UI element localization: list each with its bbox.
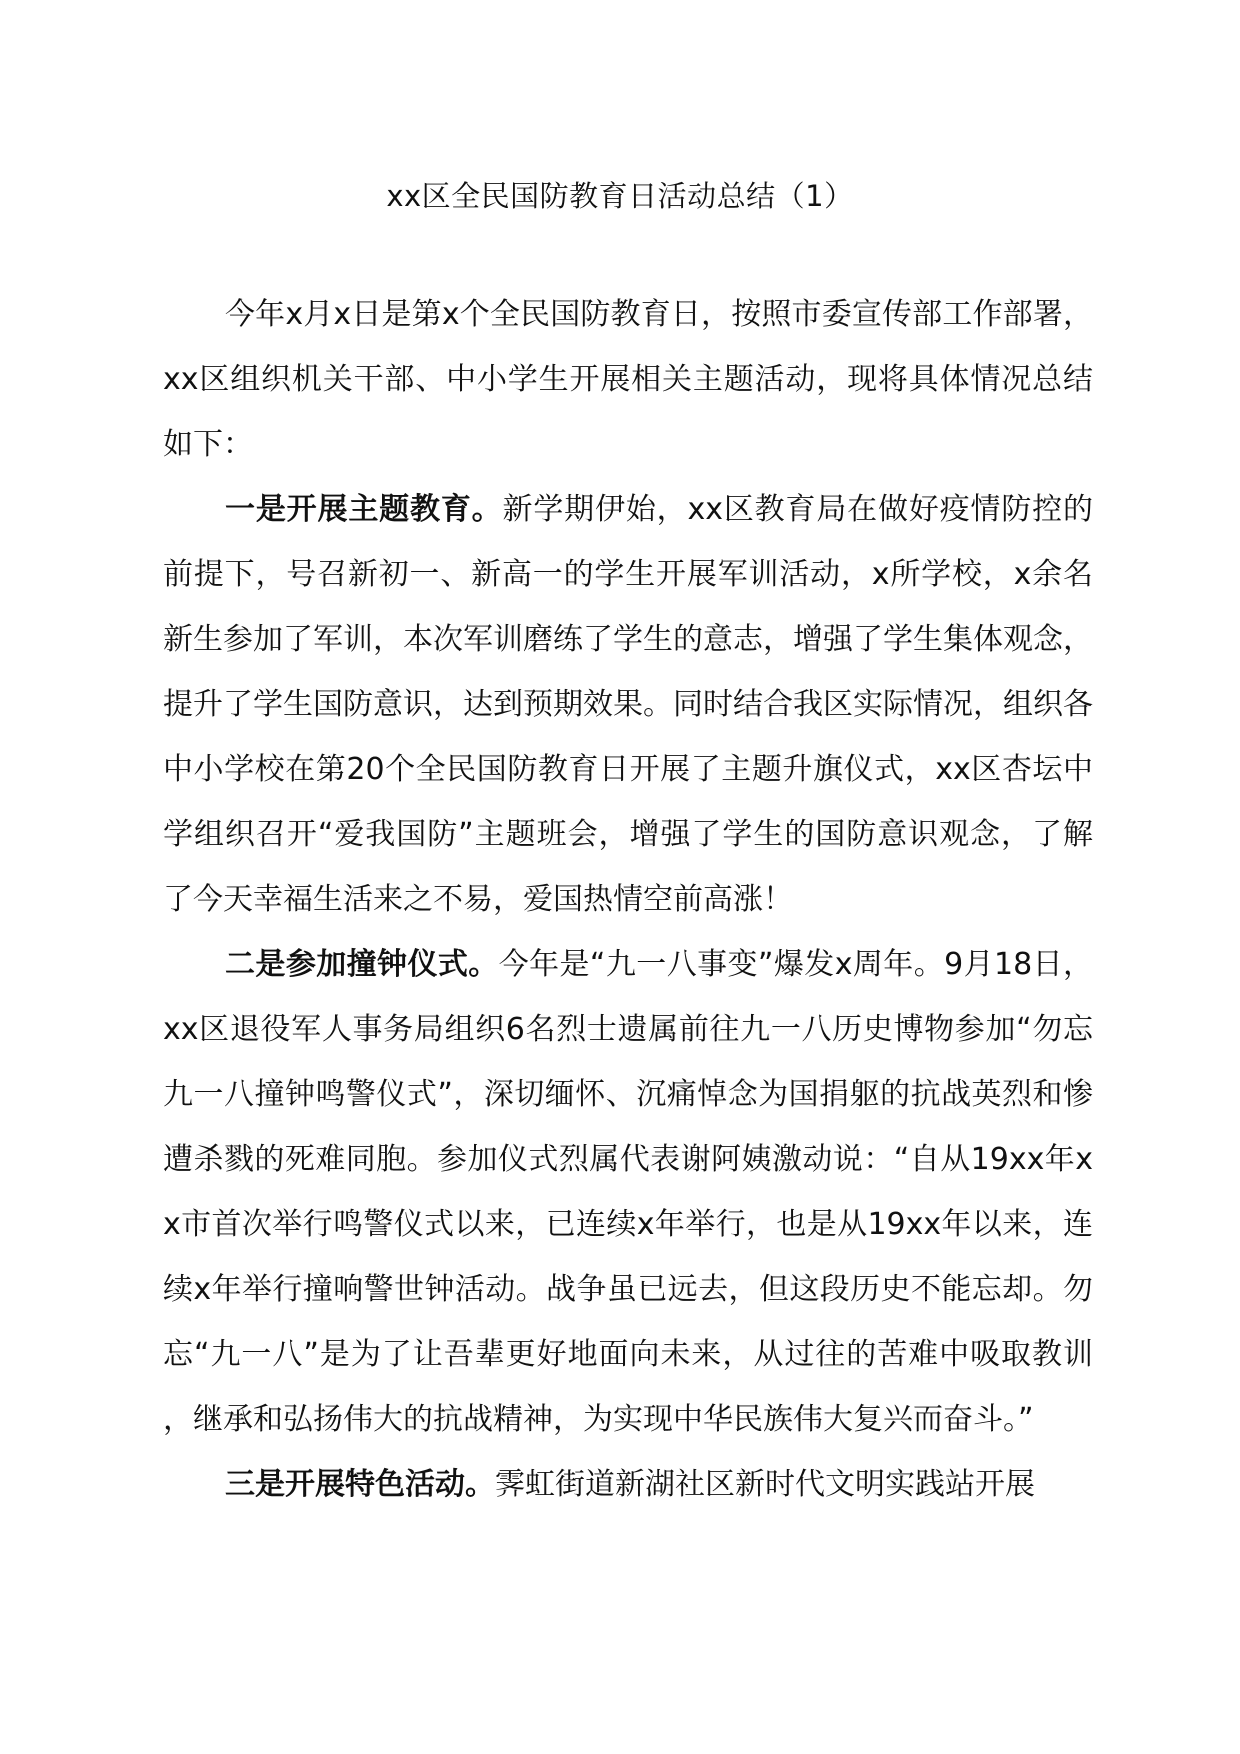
paragraph-bell-ceremony: [163, 932, 1093, 1452]
paragraph-text: 新学期伊始，xx区教育局在做好疫情防控的前提下，号召新初一、新高一的学生开展军训活动，x所学校，x余名新生参加了军训，本次军训磨练了学生的意志，增强了学生集体观念，提升了学生国防意识，达到预期效果。同时结合我区实际情况，组织各中小学校在第20个全民国防教育日开展了主题升旗仪式，xx区杏坛中学组织召开“爱我国防”主题班会，增强了学生的国防意识观念，了解了今天幸福生活来之不易，爱国热情空前高涨！: [163, 492, 1093, 917]
paragraph-text: 今年是“九一八事变”爆发x周年。9月18日，xx区退役军人事务局组织6名烈士遗属前往九一八历史博物参加“勿忘九一八撞钟鸣警仪式”，深切缅怀、沉痛悼念为国捐躯的抗战英烈和惨遭杀戮的死难同胞。参加仪式烈属代表谢阿姨激动说：“自从19xx年xx市首次举行鸣警仪式以来，已连续x年举行，也是从19xx年以来，连续x年举行撞响警世钟活动。战争虽已远去，但这段历史不能忘却。勿忘“九一八”是为了让吾辈更好地面向未来，从过往的苦难中吸取教训，继承和弘扬伟大的抗战精神，为实现中华民族伟大复兴而奋斗。”: [163, 947, 1094, 1437]
paragraph-text: 霁虹街道新湖社区新时代文明实践站开展: [495, 1467, 1035, 1502]
paragraph-special-activities: [163, 1452, 1093, 1517]
paragraph-lead: 一是开展主题教育。: [225, 492, 503, 527]
document-title: xx区全民国防教育日活动总结（1）: [386, 179, 854, 213]
paragraph-lead: 三是开展特色活动。: [225, 1467, 495, 1502]
document-body: [163, 282, 1093, 1517]
paragraph-intro: [163, 282, 1093, 477]
paragraph-text: 今年x月x日是第x个全民国防教育日，按照市委宣传部工作部署，xx区组织机关干部、中小学生开展相关主题活动，现将具体情况总结如下：: [163, 297, 1093, 462]
paragraph-theme-education: [163, 477, 1093, 932]
paragraph-lead: 二是参加撞钟仪式。: [225, 947, 499, 982]
